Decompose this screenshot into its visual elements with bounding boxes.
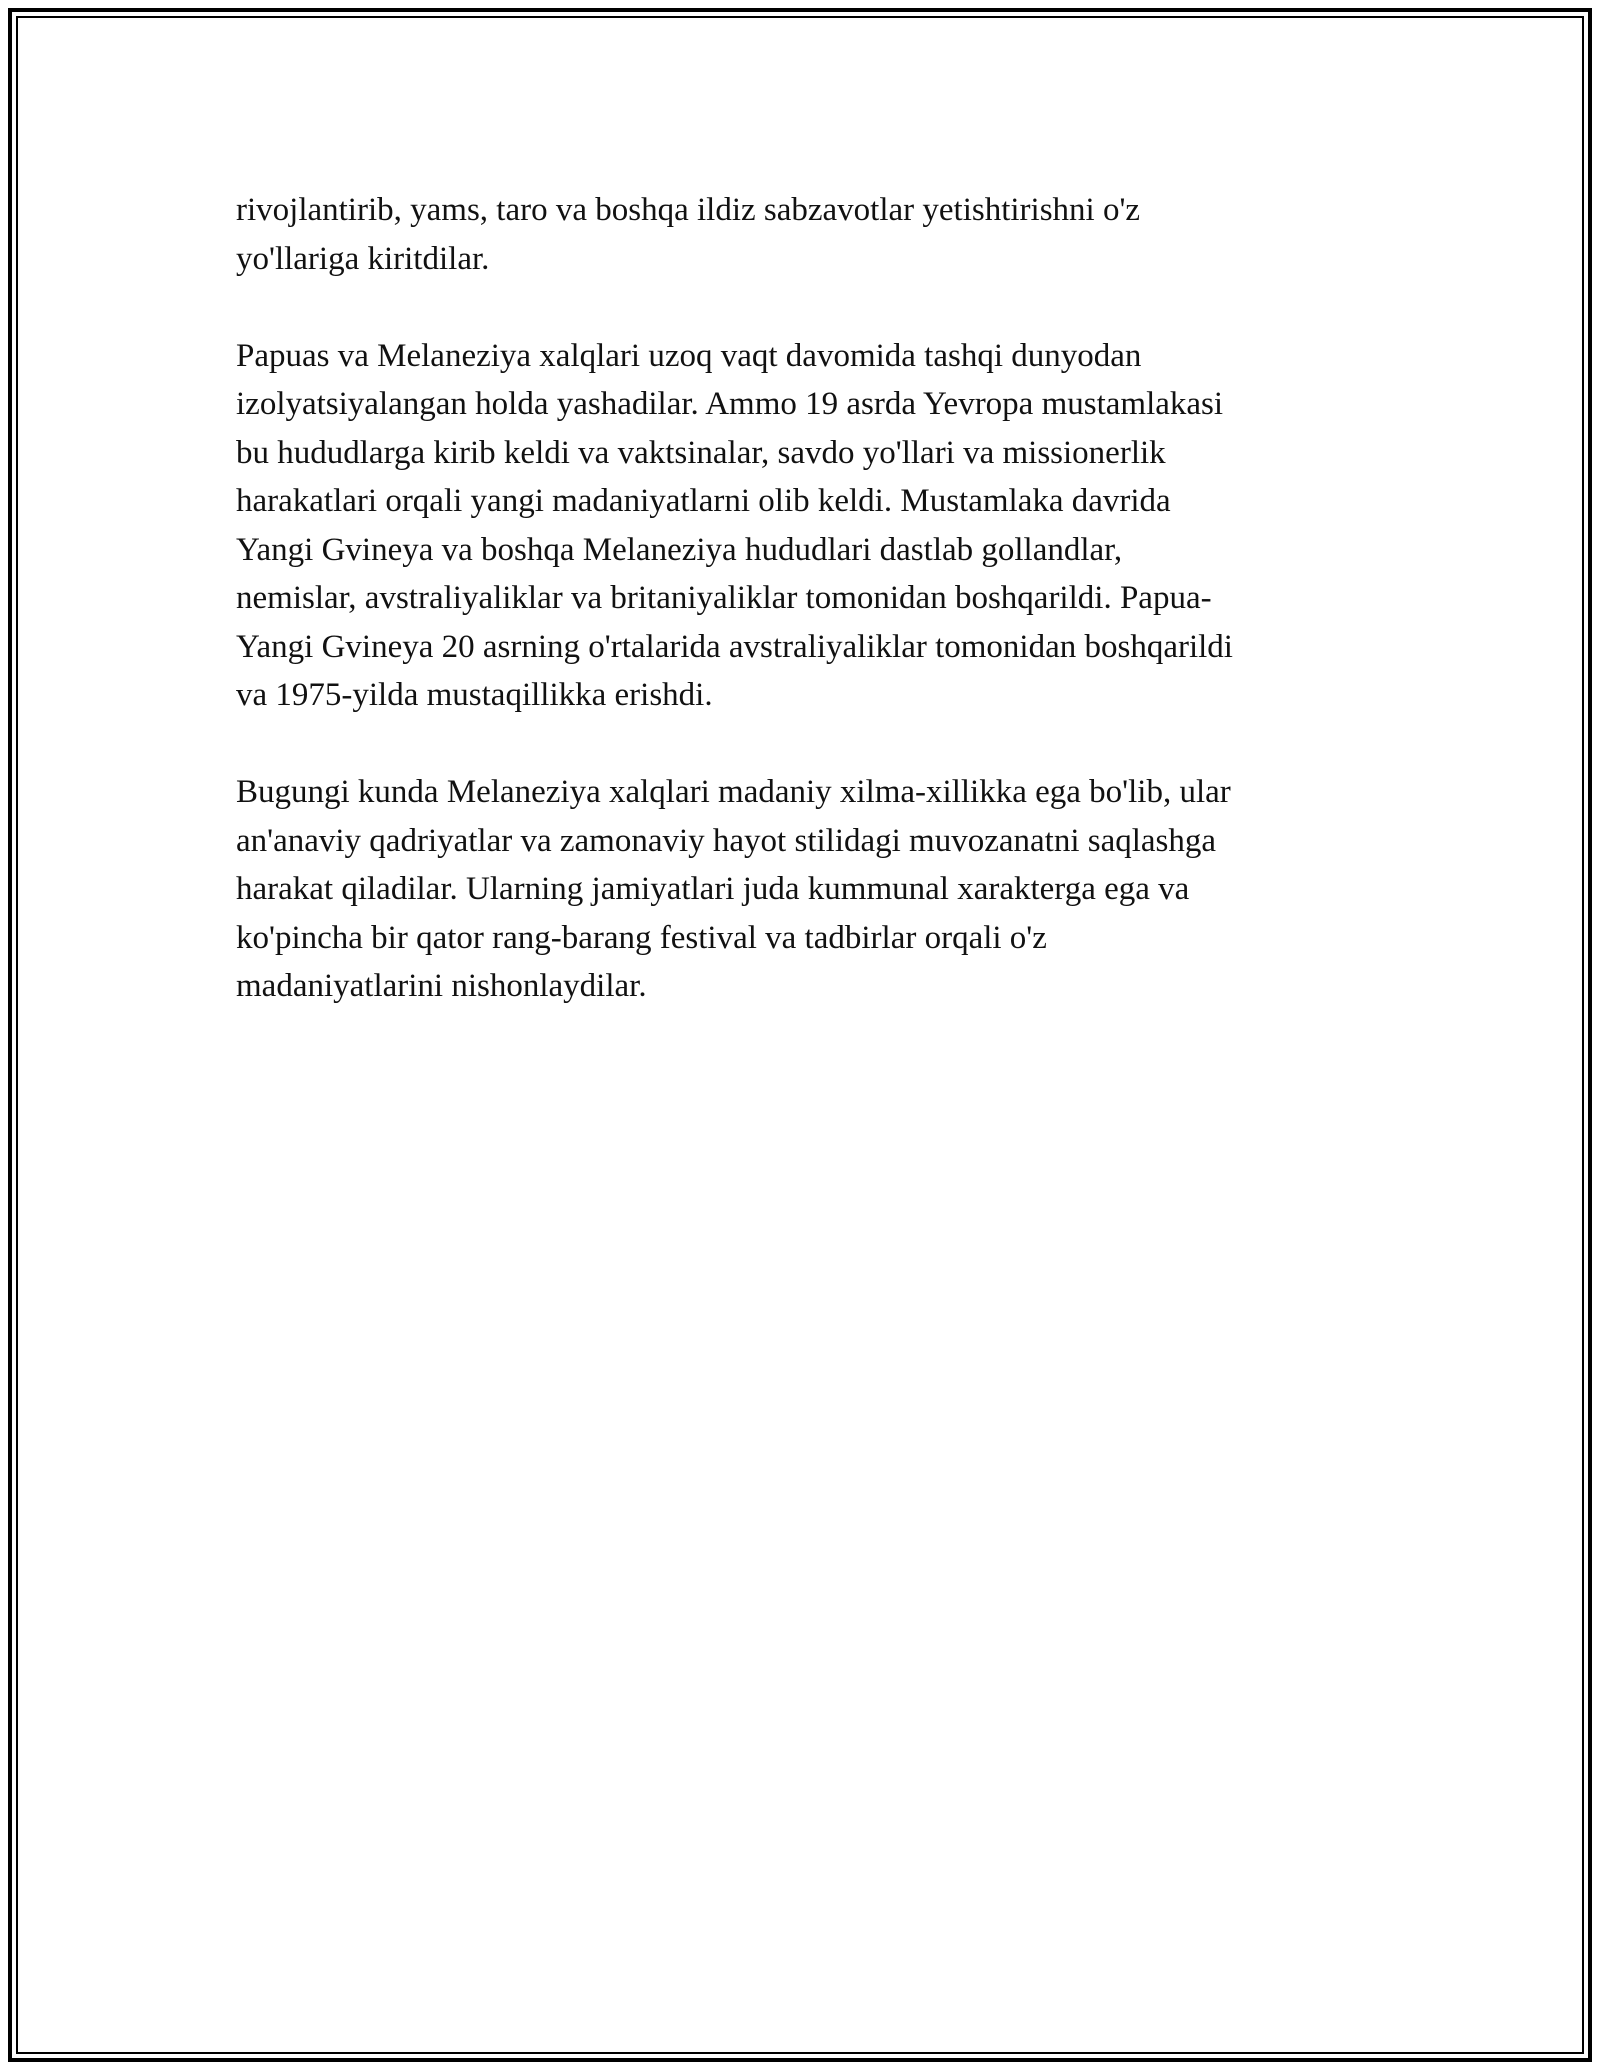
- paragraph-1: rivojlantirib, yams, taro va boshqa ildiz sabzavotlar yetishtirishni o'z yo'llariga kiritdilar.: [236, 192, 1141, 277]
- document-body: [236, 186, 1366, 1059]
- paragraph-2: Papuas va Melaneziya xalqlari uzoq vaqt davomida tashqi dunyodan izolyatsiyalangan holda yashadilar. Ammo 19 asrda Yevropa mustamlakasi bu hududlarga kirib keldi va vaktsinalar, savdo yo'llari va missionerlik harakatlari orqali yangi madaniyatlarni olib keldi. Mustamlaka davrida Yangi Gvineya va boshqa Melaneziya hududlari dastlab gollandlar, nemislar, avstraliyaliklar va britaniyaliklar tomonidan boshqarildi. Papua- Yangi Gvineya 20 asrning o'rtalarida avstraliyaliklar tomonidan boshqarildi va 1975-yilda mustaqillikka erishdi.: [236, 337, 1233, 713]
- paragraph-3: Bugungi kunda Melaneziya xalqlari madaniy xilma-xillikka ega bo'lib, ular an'anaviy qadriyatlar va zamonaviy hayot stilidagi muvozanatni saqlashga harakat qiladilar. Ularning jamiyatlari juda kummunal xarakterga ega va ko'pincha bir qator rang-barang festival va tadbirlar orqali o'z madaniyatlarini nishonlaydilar.: [236, 774, 1231, 1004]
